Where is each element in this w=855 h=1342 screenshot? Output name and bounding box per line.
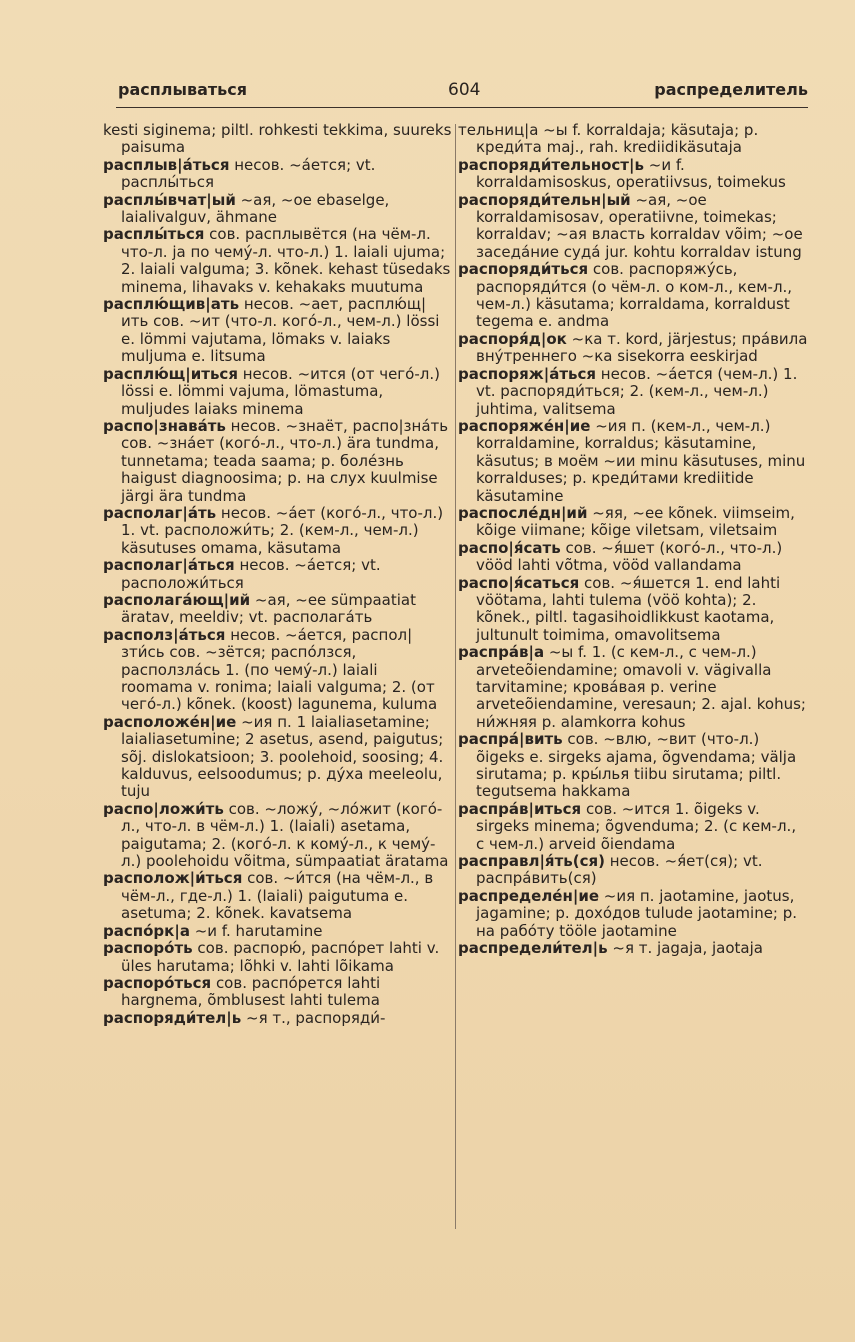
dictionary-entry: kesti siginema; piltl. rohkesti tekkima, suureks paisuma bbox=[103, 121, 452, 157]
dictionary-entry: располаг|áться несов. ~áется; vt. расположи́ться bbox=[103, 556, 381, 592]
header-rule bbox=[116, 107, 808, 108]
dictionary-entry: распоряже́н|ие ~ия п. (кем-л., чем-л.) korraldamine, korraldus; käsutamine, käsutus; в моём ~ии minu käsutuses, minu korralduses; р. креди́тами krediitide käsutamine bbox=[458, 416, 806, 505]
dictionary-entry: распоря́д|ок ~ка т. kord, järjestus; пра́вила вну́треннего ~ка sisekorra eeskirjad bbox=[458, 329, 808, 366]
dictionary-entry: распоряди́тел|ь ~я т., распоряди́- bbox=[103, 1008, 386, 1027]
dictionary-entry: распо|знава́ть несов. ~знаёт, распо|зна́ть сов. ~зна́ет (кого́-л., что-л.) ära tundma, tunnetama; teada saama; р. боле́знь haigust diagnoosima; р. на слух kuulmise järgi ära tundma bbox=[103, 416, 449, 505]
right-column bbox=[458, 122, 808, 958]
dictionary-entry: располага́ющ|ий ~ая, ~ее sümpaatiat äratav, meeldiv; vt. располага́ть bbox=[103, 590, 416, 627]
dictionary-entry: расплю́щив|ать несов. ~ает, расплю́щ|ить сов. ~ит (что-л. кого́-л., чем-л.) lössi e. lömmi vajutama, lömaks v. laiaks muljuma e. litsuma bbox=[103, 295, 440, 366]
dictionary-entry: располз|áться несов. ~áется, распол|зти́сь сов. ~зётся; распо́лзся, расползла́сь 1. (по чему́-л.) laiali roomama v. ronima; laiali valguma; 2. (от чего́-л.) kõnek. (koost) lagunema, kuluma bbox=[103, 625, 438, 714]
dictionary-entry: тельниц|а ~ы f. korraldaja; käsutaja; р. креди́та maj., rah. krediidikäsutaja bbox=[458, 121, 759, 157]
dictionary-entry: расплю́щ|иться несов. ~ится (от чего́-л.) lössi e. lömmi vajuma, lömastuma, muljudes laiaks minema bbox=[103, 364, 440, 418]
page-header bbox=[118, 80, 808, 106]
dictionary-entry: расплы́вчат|ый ~ая, ~ое ebaselge, laialivalguv, ähmane bbox=[103, 190, 390, 227]
dictionary-entry: распо|я́саться сов. ~я́шется 1. end lahti vöötama, lahti tulema (vöö kohta); 2. kõnek., piltl. tagasihoidlikkust kaotama, jultunult toimima, omavolitsema bbox=[458, 573, 781, 644]
dictionary-entry: распредели́тел|ь ~я т. jagaja, jaotaja bbox=[458, 939, 763, 958]
dictionary-entry: расплыв|áться несов. ~áется; vt. расплы́ться bbox=[103, 155, 376, 192]
dictionary-entry: распоряди́ться сов. распоряжу́сь, распоряди́тся (о чём-л. о ком-л., кем-л., чем-л.) käsutama; korraldama, korraldust tegema e. andma bbox=[458, 260, 793, 331]
dictionary-entry: распоряди́тельност|ь ~и f. korraldamisoskus, operatiivsus, toimekus bbox=[458, 155, 786, 192]
header-left-word: расплываться bbox=[118, 80, 248, 99]
dictionary-entry: распоряж|а́ться несов. ~а́ется (чем-л.) 1. vt. распоряди́ться; 2. (кем-л., чем-л.) juhtima, valitsema bbox=[458, 364, 798, 418]
dictionary-entry: располож|и́ться сов. ~и́тся (на чём-л., в чём-л., где-л.) 1. (laiali) paigutuma e. asetuma; 2. kõnek. kavatsema bbox=[103, 869, 434, 923]
dictionary-entry: располаг|áть несов. ~áет (кого́-л., что-л.) 1. vt. расположи́ть; 2. (кем-л., чем-л.) käsutuses omama, käsutama bbox=[103, 503, 444, 557]
header-right-word: распределитель bbox=[654, 80, 808, 99]
dictionary-entry: расположе́н|ие ~ия п. 1 laialiasetamine; laialiasetumine; 2 asetus, asend, paigutus; sõj. dislokatsioon; 3. poolehoid, soosing; 4. kalduvus, eelsoodumus; р. ду́ха meeleolu, tuju bbox=[103, 712, 444, 801]
dictionary-entry: распо|ложи́ть сов. ~ложу́, ~ло́жит (кого́-л., что-л. в чём-л.) 1. (laiali) asetama, paigutama; 2. (кого́-л. к кому́-л., к чему́-л.) poolehoidu võitma, sümpaatiat äratama bbox=[103, 799, 449, 871]
dictionary-entry: распо|я́сать сов. ~я́шет (кого́-л., что-л.) vööd lahti võtma, vööd vallandama bbox=[458, 538, 783, 575]
dictionary-entry: расплы́ться сов. расплывётся (на чём-л. что-л. ja по чему́-л. что-л.) 1. laiali ujuma; 2. laiali valguma; 3. kõnek. kehast tüsedaks minema, lihavaks v. kehakaks muutuma bbox=[103, 225, 451, 296]
dictionary-entry: расправл|я́ть(ся) несов. ~я́ет(ся); vt. распра́вить(ся) bbox=[458, 852, 763, 888]
page-number: 604 bbox=[448, 80, 481, 100]
dictionary-entry: распра́|вить сов. ~влю, ~вит (что-л.) õigeks e. sirgeks ajama, õgvendama; välja sirutama; р. кры́лья tiibu sirutama; piltl. tegutsema hakkama bbox=[458, 730, 797, 801]
dictionary-entry: распоро́ться сов. распо́рется lahti hargnema, õmblusest lahti tulema bbox=[103, 973, 381, 1010]
dictionary-entry: распра́в|иться сов. ~ится 1. õigeks v. sirgeks minema; õgvenduma; 2. (с кем-л., с чем-л.) arveid õiendama bbox=[458, 799, 797, 853]
dictionary-entry: распра́в|а ~ы f. 1. (с кем-л., с чем-л.) arveteõiendamine; omavoli v. vägivalla tarvitamine; крова́вая р. verine arveteõiendamine, veresaun; 2. ajal. kohus; ни́жняя р. alamkorra kohus bbox=[458, 643, 806, 731]
dictionary-entry: распоряди́тельн|ый ~ая, ~ое korraldamisosav, operatiivne, toimekas; korraldav; ~ая власть korraldav võim; ~ое заседа́ние суда́ jur. kohtu korraldav istung bbox=[458, 190, 803, 261]
dictionary-entry: распосле́дн|ий ~яя, ~ее kõnek. viimseim, kõige viimane; kõige viletsam, viletsaim bbox=[458, 503, 795, 540]
dictionary-entry: распоро́ть сов. распорю́, распо́рет lahti v. üles harutama; lõhki v. lahti lõikama bbox=[103, 939, 440, 975]
dictionary-entry: распределе́н|ие ~ия п. jaotamine, jaotus, jagamine; р. дохо́дов tulude jaotamine; р. на рабо́ту tööle jaotamine bbox=[458, 886, 798, 940]
dictionary-entry: распо́рк|а ~и f. harutamine bbox=[103, 921, 323, 940]
column-divider bbox=[455, 124, 456, 1229]
left-column bbox=[103, 122, 453, 1027]
